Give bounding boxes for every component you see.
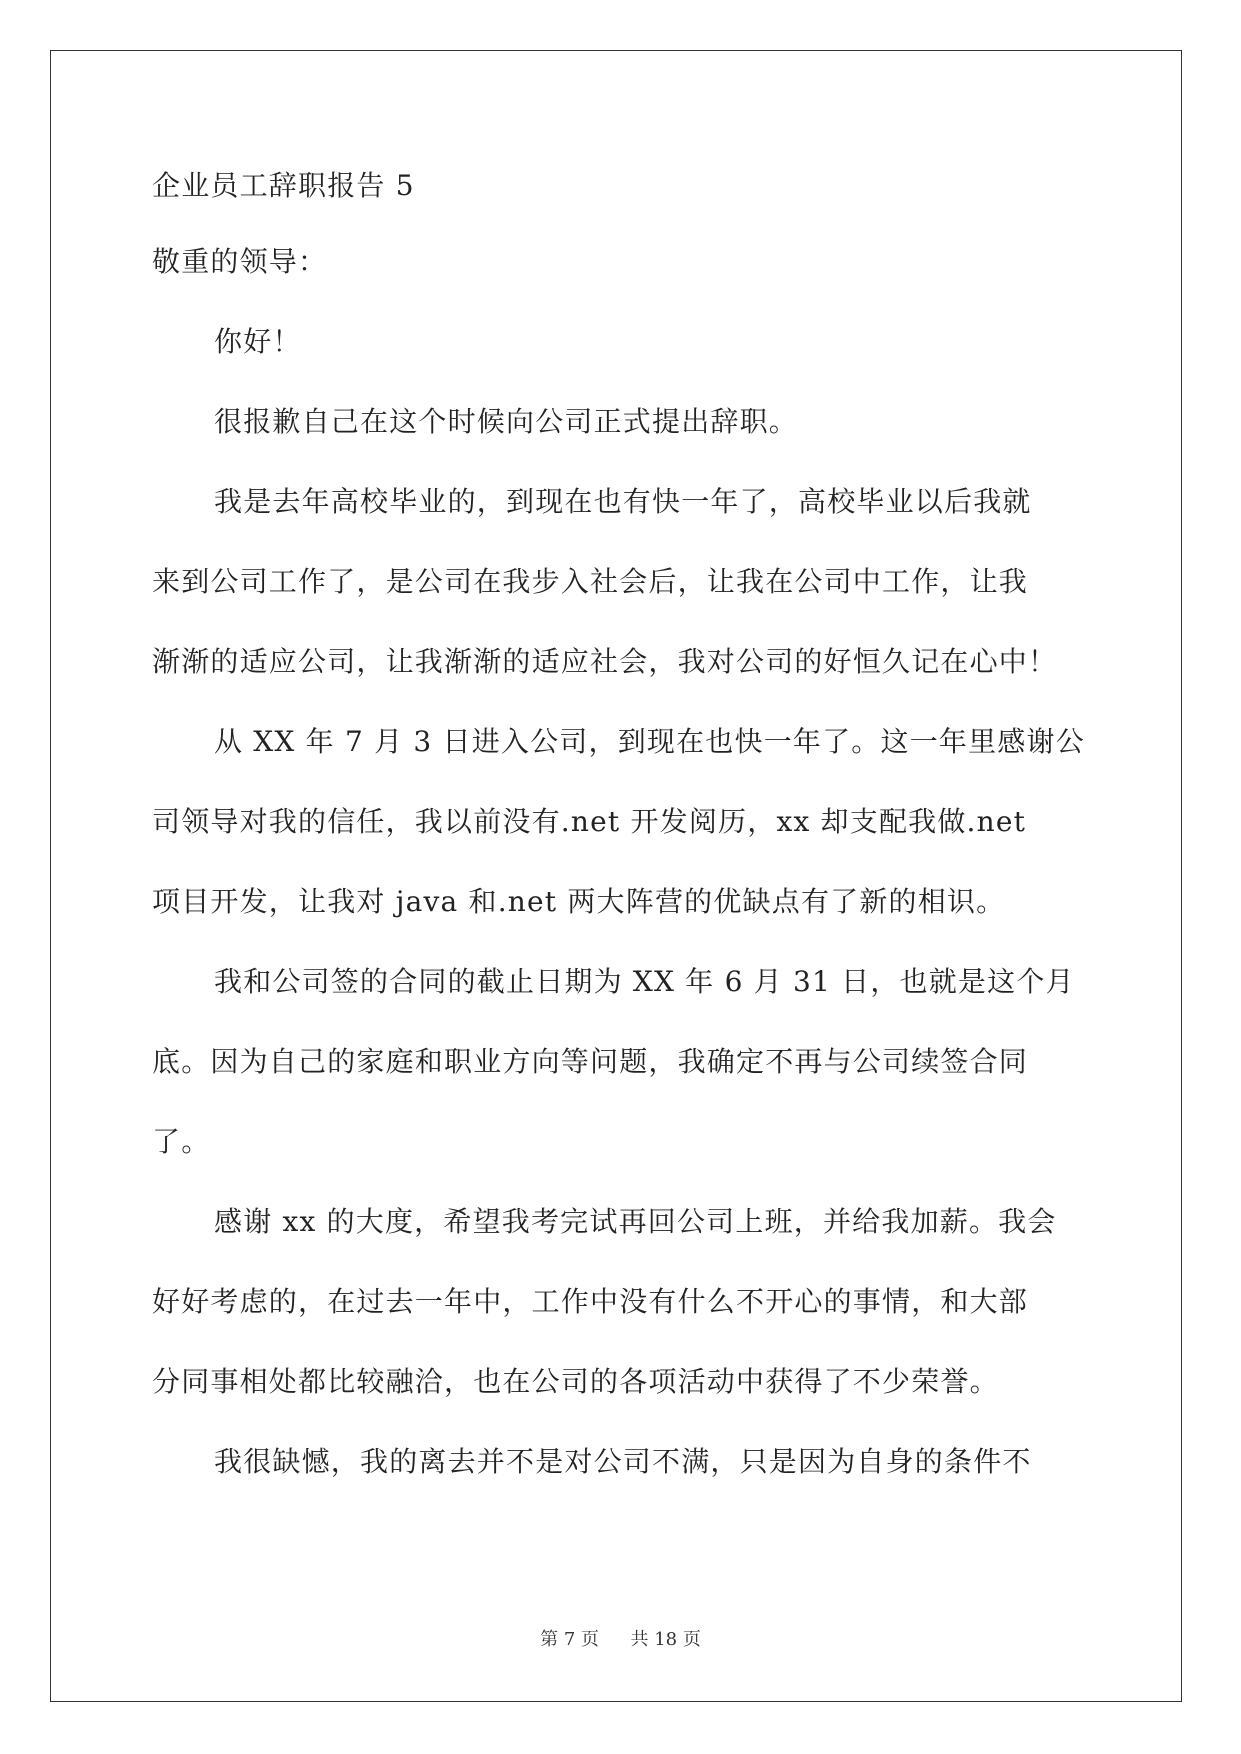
paragraph-line: 我是去年高校毕业的，到现在也有快一年了，高校毕业以后我就 [214, 485, 1032, 518]
greeting: 你好！ [214, 325, 302, 358]
paragraph-line: 好好考虑的，在过去一年中，工作中没有什么不开心的事情，和大部 [152, 1285, 1029, 1318]
paragraph-line: 项目开发，让我对 java 和.net 两大阵营的优缺点有了新的相识。 [152, 885, 1006, 918]
document-title: 企业员工辞职报告 5 [152, 169, 415, 202]
paragraph-line: 从 XX 年 7 月 3 日进入公司，到现在也快一年了。这一年里感谢公 [214, 725, 1085, 758]
paragraph-line: 底。因为自己的家庭和职业方向等问题，我确定不再与公司续签合同 [152, 1045, 1029, 1078]
document-body [152, 150, 1087, 1502]
paragraph-line: 我很缺憾，我的离去并不是对公司不满，只是因为自身的条件不 [214, 1445, 1032, 1478]
paragraph-line: 感谢 xx 的大度，希望我考完试再回公司上班，并给我加薪。我会 [214, 1205, 1057, 1238]
salutation: 敬重的领导： [152, 245, 328, 278]
page-footer [0, 1625, 1241, 1651]
paragraph-line: 司领导对我的信任，我以前没有.net 开发阅历，xx 却支配我做.net [152, 805, 1027, 838]
paragraph-line: 很报歉自己在这个时候向公司正式提出辞职。 [214, 405, 799, 438]
page-number-current: 第 7 页 [540, 1629, 600, 1650]
paragraph-line: 渐渐的适应公司，让我渐渐的适应社会，我对公司的好恒久记在心中！ [152, 645, 1058, 678]
paragraph-line: 分同事相处都比较融洽，也在公司的各项活动中获得了不少荣誉。 [152, 1365, 999, 1398]
paragraph-line: 来到公司工作了，是公司在我步入社会后，让我在公司中工作，让我 [152, 565, 1029, 598]
page-number-total: 共 18 页 [630, 1629, 701, 1650]
paragraph-line: 了。 [152, 1125, 211, 1158]
paragraph-line: 我和公司签的合同的截止日期为 XX 年 6 月 31 日，也就是这个月 [214, 965, 1075, 998]
